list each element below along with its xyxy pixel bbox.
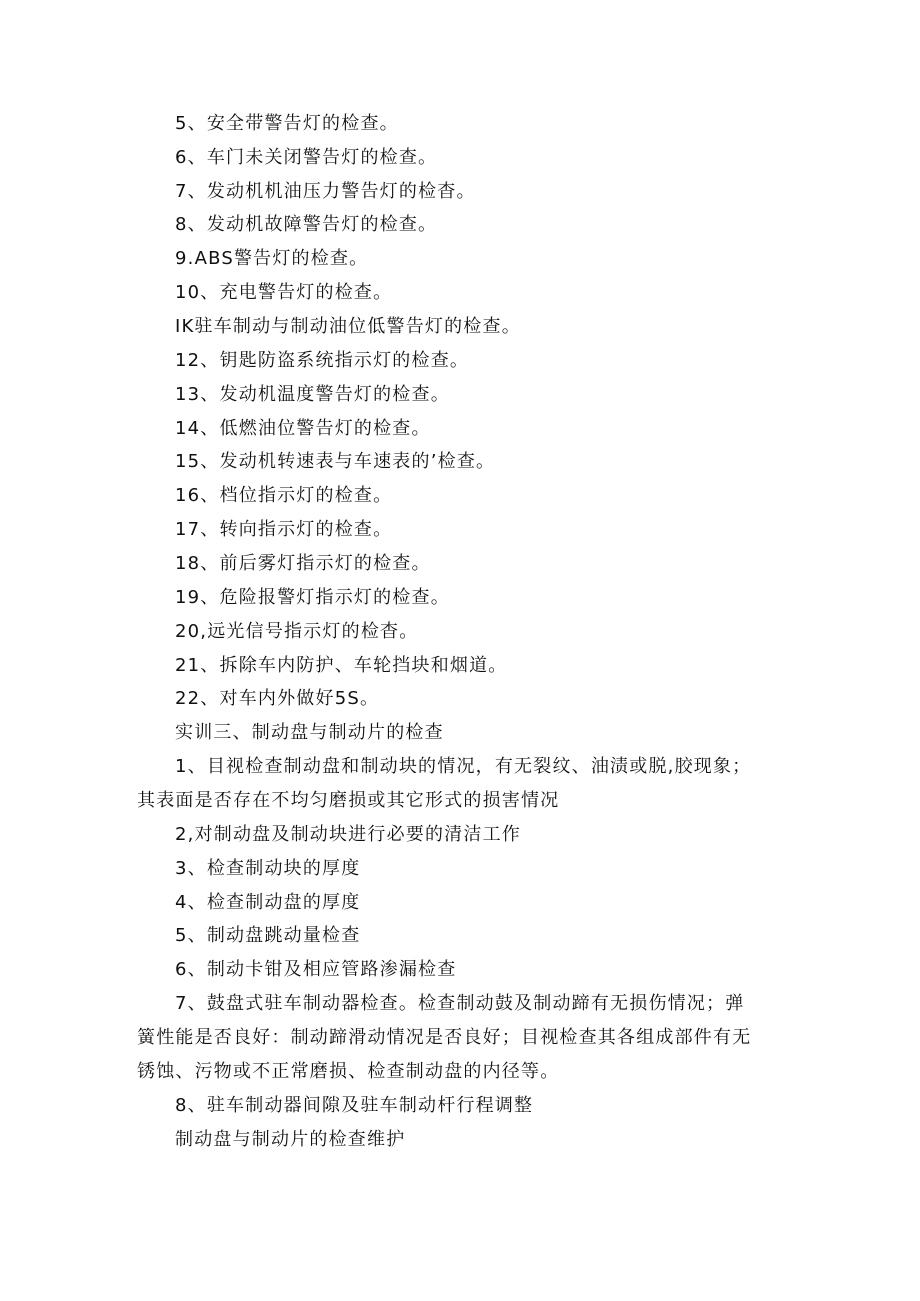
text-line: 锈蚀、污物或不正常磨损、检查制动盘的内径等。 (137, 1061, 560, 1082)
text-line: 18、前后雾灯指示灯的检查。 (175, 553, 431, 574)
text-line: 5、安全带警告灯的检查。 (175, 113, 399, 134)
text-line: 12、钥匙防盗系统指示灯的检查。 (175, 350, 470, 371)
text-line: 1、目视检查制动盘和制动块的情况，有无裂纹、油渍或脱,胶现象； (175, 756, 752, 777)
text-line: 5、制动盘跳动量检查 (175, 925, 361, 946)
text-line: IK驻车制动与制动油位低警告灯的检查。 (175, 316, 521, 337)
section-heading: 实训三、制动盘与制动片的检查 (175, 722, 444, 743)
text-line: 9.ABS警告灯的检查。 (175, 248, 369, 269)
text-line: 16、档位指示灯的检查。 (175, 485, 393, 506)
text-line: 13、发动机温度警告灯的检查。 (175, 384, 450, 405)
text-line: 22、对车内外做好5S。 (175, 688, 380, 709)
text-line: 14、低燃油位警告灯的检查。 (175, 418, 431, 439)
text-line: 簧性能是否良好：制动蹄滑动情况是否良好；目视检查其各组成部件有无 (137, 1027, 752, 1048)
text-line: 其表面是否存在不均匀磨损或其它形式的损害情况 (137, 790, 560, 811)
text-line: 8、驻车制动器间隙及驻车制动杆行程调整 (175, 1095, 534, 1116)
text-line: 15、发动机转速表与车速表的’检查。 (175, 451, 496, 472)
text-line: 6、车门未关闭警告灯的检查。 (175, 147, 438, 168)
text-line: 19、危险报警灯指示灯的检查。 (175, 587, 450, 608)
text-line: 20,远光信号指示灯的检杳。 (175, 621, 419, 642)
text-line: 6、制动卡钳及相应管路渗漏检查 (175, 959, 457, 980)
text-line: 2,对制动盘及制动块进行必要的清洁工作 (175, 824, 521, 845)
text-line: 4、检查制动盘的厚度 (175, 892, 361, 913)
text-line: 21、拆除车内防护、车轮挡块和烟道。 (175, 655, 508, 676)
text-line: 8、发动机故障警告灯的检查。 (175, 214, 438, 235)
text-line: 17、转向指示灯的检查。 (175, 519, 393, 540)
text-line: 7、发动机机油压力警告灯的检杳。 (175, 181, 476, 202)
text-line: 3、检查制动块的厚度 (175, 858, 361, 879)
text-line: 制动盘与制动片的检查维护 (175, 1129, 406, 1150)
text-line: 10、充电警告灯的检查。 (175, 282, 393, 303)
text-line: 7、鼓盘式驻车制动器检查。检查制动鼓及制动蹄有无损伤情况；弹 (175, 993, 745, 1014)
